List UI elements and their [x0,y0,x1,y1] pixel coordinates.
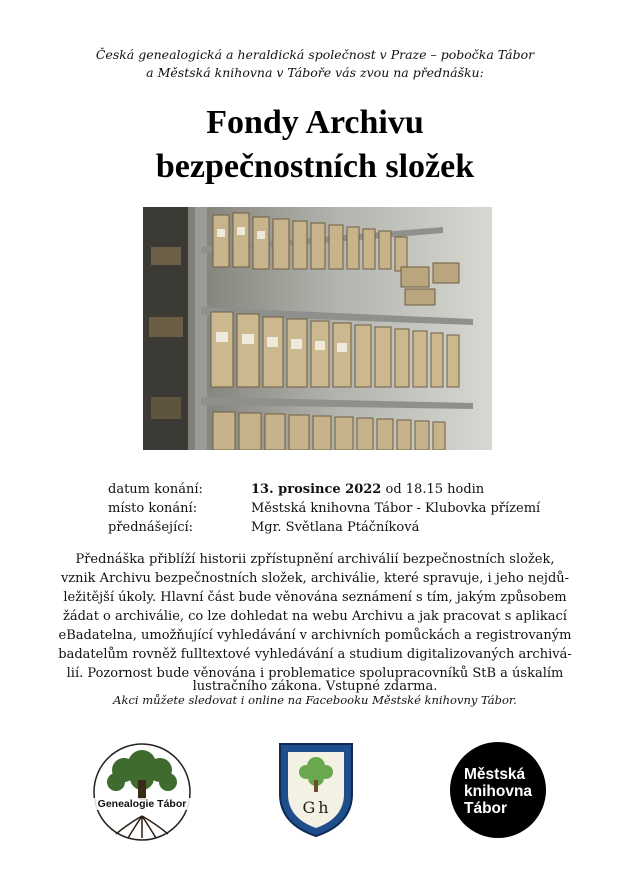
date-time: od 18.15 hodin [381,482,485,497]
speaker-label: přednášející: [108,520,194,535]
speaker-value: Mgr. Světlana Ptáčníková [251,520,420,535]
title-line-1: Fondy Archivu [206,104,424,141]
title-line-2: bezpečnostních složek [155,148,475,185]
mestska-knihovna-logo [450,742,546,838]
archive-shelves-photo [143,207,492,450]
description-line: lustračního zákona. Vstupné zdarma. [192,679,438,694]
description-line: Přednáška přiblíží historii zpřístupnění archiválií bezpečnostních složek, [75,552,555,567]
library-logo-line: knihovna [464,783,533,800]
description-line: lií. Pozornost bude věnována i problematice spolupracovníků StB a úskalím [66,666,564,681]
tabor-crest-logo [278,742,354,838]
library-logo-line: Tábor [464,800,508,817]
date-strong: 13. prosince 2022 [251,482,382,497]
date-value [251,480,484,499]
date-label: datum konání: [108,482,203,497]
description-line: žádat o archiválie, co lze dohledat na webu Archivu a jak pracovat s aplikací [63,609,567,624]
description-line: ležitější úkoly. Hlavní část bude věnována seznámení s tím, jakým způsobem [63,590,567,605]
invitation-line-2: a Městská knihovna v Táboře vás zvou na přednášku: [146,65,484,80]
crest-letters: Gh [302,798,332,817]
library-logo-line: Městská [464,766,526,783]
invitation-line-1: Česká genealogická a heraldická společnost v Praze – pobočka Tábor [95,47,535,62]
tree-icon [88,742,196,842]
description-line: badatelům rovněž fulltextové vyhledávání a studium digitalizovaných archivá- [58,647,572,662]
genealogie-tabor-logo [88,742,196,842]
description-line: eBadatelna, umožňující vyhledávání v archivních pomůckách a registrovaným [58,628,572,643]
crest-shield-icon [278,742,354,838]
description-line: vznik Archivu bezpečnostních složek, archiválie, které spravuje, i jeho nejdů- [60,571,570,586]
online-note: Akci můžete sledovat i online na Facebooku Městské knihovny Tábor. [113,693,517,707]
genealogie-logo-text: Genealogie Tábor [88,798,196,810]
place-value: Městská knihovna Tábor - Klubovka přízemí [251,501,541,516]
place-label: místo konání: [108,501,198,516]
